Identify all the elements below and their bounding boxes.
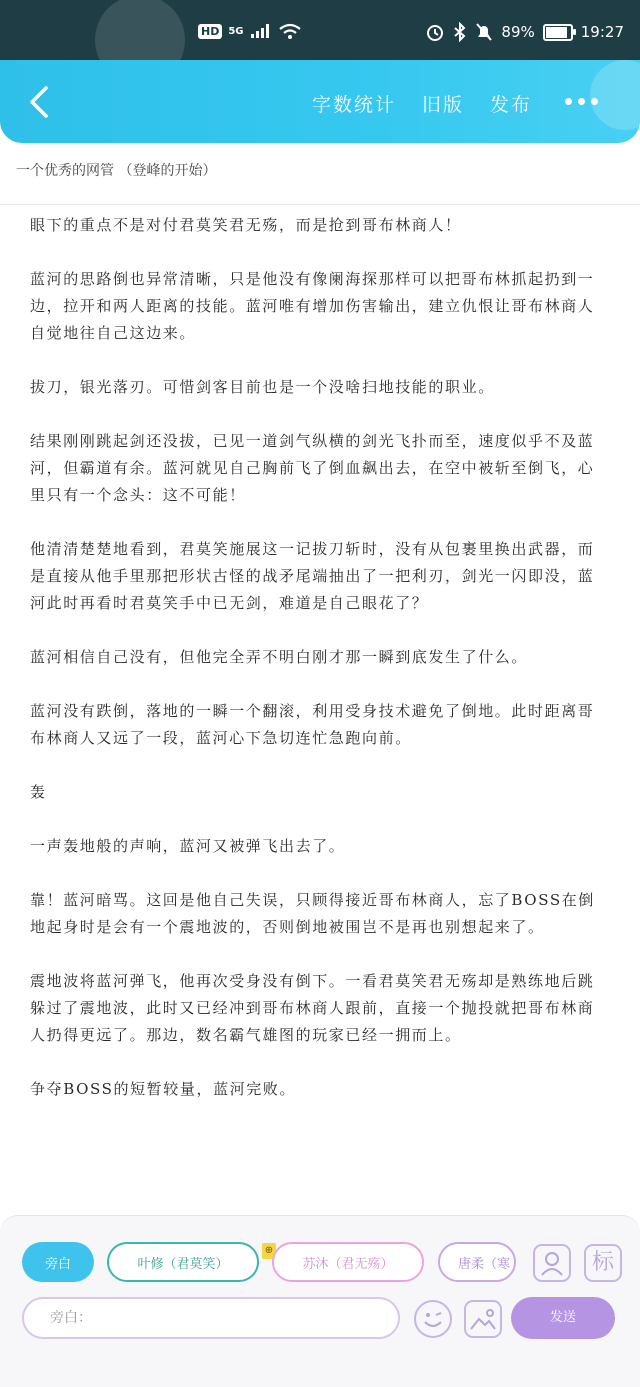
header-actions xyxy=(312,90,532,117)
old-version-button[interactable]: 旧版 xyxy=(421,94,464,116)
user-icon xyxy=(535,1246,569,1280)
status-right xyxy=(425,22,624,42)
role-chip-ye-xiu[interactable]: 叶修（君莫笑） xyxy=(107,1242,259,1282)
paragraph: 蓝河相信自己没有，但他完全弄不明白刚才那一瞬到底发生了什么。 xyxy=(30,648,529,666)
paragraph: 争夺BOSS的短暂较量，蓝河完败。 xyxy=(30,1080,297,1098)
alarm-icon xyxy=(425,22,445,42)
divider xyxy=(0,204,640,205)
clock: 19:27 xyxy=(580,23,624,41)
mute-bell-icon xyxy=(475,22,493,42)
pin-icon: ⊕ xyxy=(262,1243,276,1259)
image-button[interactable] xyxy=(464,1300,502,1338)
back-arrow-icon[interactable] xyxy=(20,82,60,122)
paragraph: 拔刀，银光落刃。可惜剑客目前也是一个没啥扫地技能的职业。 xyxy=(30,378,495,396)
status-bar xyxy=(0,0,640,60)
bluetooth-icon xyxy=(453,22,467,42)
word-count-button[interactable]: 字数统计 xyxy=(311,94,396,116)
paragraph: 轰 xyxy=(30,783,47,801)
chapter-title: 一个优秀的网管 （登峰的开始） xyxy=(16,163,217,179)
tag-button[interactable]: 标 xyxy=(584,1244,622,1282)
role-chip-truncated[interactable]: 唐柔（寒 xyxy=(438,1242,516,1282)
more-menu-icon[interactable] xyxy=(565,98,598,105)
paragraph: 靠！蓝河暗骂。这回是他自己失误，只顾得接近哥布林商人，忘了BOSS在倒地起身时是会有一个震地波的，否则倒地被围岂不是再也别想起来了。 xyxy=(30,891,595,936)
signal-icon xyxy=(250,23,272,39)
emoji-icon xyxy=(416,1302,450,1336)
wifi-icon xyxy=(278,22,302,40)
role-chip-aside[interactable]: 旁白 xyxy=(22,1242,94,1282)
publish-button[interactable]: 发布 xyxy=(489,94,532,116)
battery-percent: 89% xyxy=(501,23,535,41)
paragraph: 眼下的重点不是对付君莫笑君无殇，而是抢到哥布林商人！ xyxy=(30,216,462,234)
role-chip-bao-zi[interactable]: 苏沐（君无殇） xyxy=(272,1242,424,1282)
battery-icon xyxy=(543,24,573,41)
paragraph: 他清清楚楚地看到，君莫笑施展这一记拔刀斩时，没有从包裹里换出武器，而是直接从他手里那把形状古怪的战矛尾端抽出了一把利刃，剑光一闪即没，蓝河此时再看时君莫笑手中已无剑，难道是自己眼花了？ xyxy=(30,540,595,612)
decor-bubble xyxy=(590,60,640,130)
emoji-button[interactable] xyxy=(414,1300,452,1338)
message-input[interactable]: 旁白： xyxy=(22,1297,400,1339)
hd-badge: HD xyxy=(198,24,222,39)
send-button[interactable]: 发送 xyxy=(511,1297,615,1339)
paragraph: 震地波将蓝河弹飞，他再次受身没有倒下。一看君莫笑君无殇却是熟练地后跳躲过了震地波，此时又已经冲到哥布林商人跟前，直接一个抛投就把哥布林商人扔得更远了。那边，数名霸气雄图的玩家已经一拥而上。 xyxy=(30,972,595,1044)
status-left xyxy=(198,22,302,40)
story-content[interactable] xyxy=(30,212,610,1212)
paragraph: 蓝河的思路倒也异常清晰，只是他没有像阑海探那样可以把哥布林抓起扔到一边，拉开和两人距离的技能。蓝河唯有增加伤害输出，建立仇恨让哥布林商人自觉地往自己这边来。 xyxy=(30,270,595,342)
paragraph: 一声轰地般的声响，蓝河又被弹飞出去了。 xyxy=(30,837,346,855)
paragraph: 结果刚刚跳起剑还没拔，已见一道剑气纵横的剑光飞扑而至，速度似乎不及蓝河，但霸道有余。蓝河就见自己胸前飞了倒血飙出去，在空中被斩至倒飞，心里只有一个念头：这不可能！ xyxy=(30,432,595,504)
network-type-label: 5G xyxy=(228,25,244,37)
app-header xyxy=(0,60,640,143)
image-icon xyxy=(466,1302,500,1336)
character-button[interactable] xyxy=(533,1244,571,1282)
paragraph: 蓝河没有跌倒，落地的一瞬一个翻滚，利用受身技术避免了倒地。此时距离哥布林商人又远了一段，蓝河心下急切连忙急跑向前。 xyxy=(30,702,595,747)
